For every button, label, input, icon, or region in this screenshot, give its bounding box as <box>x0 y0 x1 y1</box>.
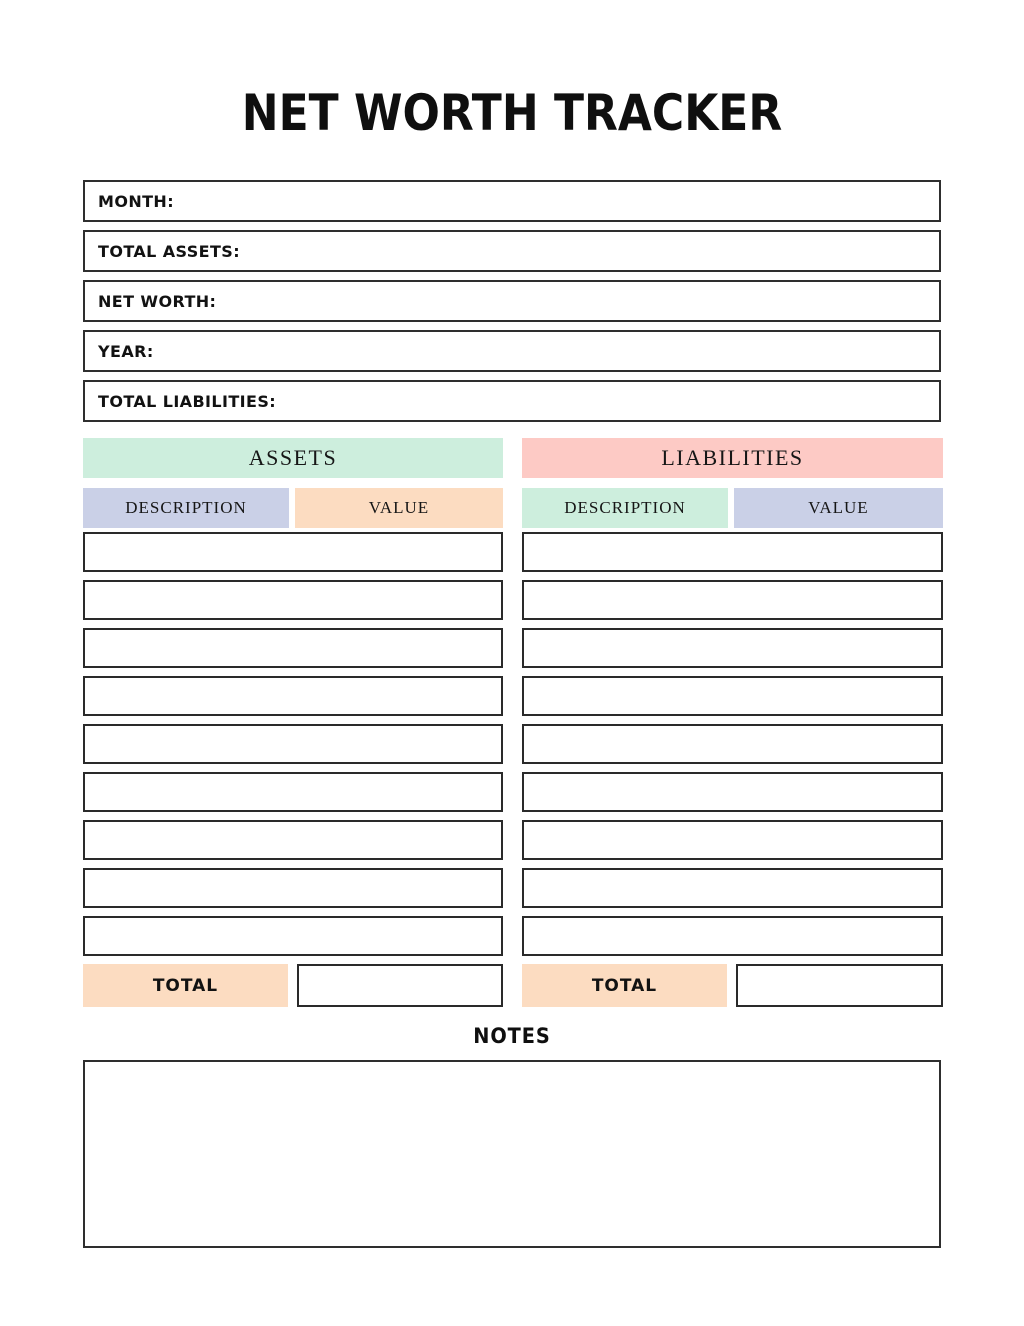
liabilities-description-header: DESCRIPTION <box>522 488 728 528</box>
liabilities-table-row[interactable] <box>522 820 943 860</box>
assets-subheaders <box>83 488 503 528</box>
liabilities-table-row[interactable] <box>522 580 943 620</box>
assets-total-label: TOTAL <box>83 964 288 1007</box>
month-field-label: MONTH: <box>98 191 175 211</box>
net-worth-field[interactable] <box>83 280 941 322</box>
assets-total-line <box>83 964 503 1007</box>
assets-column <box>83 438 503 1007</box>
total-liabilities-field-label: TOTAL LIABILITIES: <box>98 391 277 411</box>
liabilities-value-header: VALUE <box>734 488 943 528</box>
liabilities-header: LIABILITIES <box>522 438 943 478</box>
assets-table-row[interactable] <box>83 676 503 716</box>
summary-fields <box>83 180 941 430</box>
liabilities-total-line <box>522 964 943 1007</box>
year-field[interactable] <box>83 330 941 372</box>
total-assets-field[interactable] <box>83 230 941 272</box>
liabilities-column <box>522 438 943 1007</box>
liabilities-table-row[interactable] <box>522 532 943 572</box>
liabilities-table-row[interactable] <box>522 772 943 812</box>
assets-table-row[interactable] <box>83 916 503 956</box>
assets-rows <box>83 532 503 956</box>
liabilities-table-row[interactable] <box>522 868 943 908</box>
assets-table-row[interactable] <box>83 772 503 812</box>
net-worth-field-label: NET WORTH: <box>98 291 217 311</box>
liabilities-table-row[interactable] <box>522 628 943 668</box>
month-field[interactable] <box>83 180 941 222</box>
assets-value-header: VALUE <box>295 488 503 528</box>
notes-heading: NOTES <box>473 1024 551 1048</box>
liabilities-total-value-box[interactable] <box>736 964 943 1007</box>
liabilities-total-label: TOTAL <box>522 964 727 1007</box>
page-title: NET WORTH TRACKER <box>241 84 783 142</box>
liabilities-subheaders <box>522 488 943 528</box>
liabilities-table-row[interactable] <box>522 676 943 716</box>
assets-table-row[interactable] <box>83 628 503 668</box>
assets-table-row[interactable] <box>83 820 503 860</box>
notes-box[interactable] <box>83 1060 941 1248</box>
liabilities-table-row[interactable] <box>522 916 943 956</box>
liabilities-table-row[interactable] <box>522 724 943 764</box>
assets-table-row[interactable] <box>83 532 503 572</box>
assets-total-value-box[interactable] <box>297 964 503 1007</box>
assets-table-row[interactable] <box>83 868 503 908</box>
year-field-label: YEAR: <box>98 341 154 361</box>
liabilities-rows <box>522 532 943 956</box>
assets-description-header: DESCRIPTION <box>83 488 289 528</box>
assets-header: ASSETS <box>83 438 503 478</box>
assets-table-row[interactable] <box>83 580 503 620</box>
total-liabilities-field[interactable] <box>83 380 941 422</box>
total-assets-field-label: TOTAL ASSETS: <box>98 241 241 261</box>
assets-table-row[interactable] <box>83 724 503 764</box>
